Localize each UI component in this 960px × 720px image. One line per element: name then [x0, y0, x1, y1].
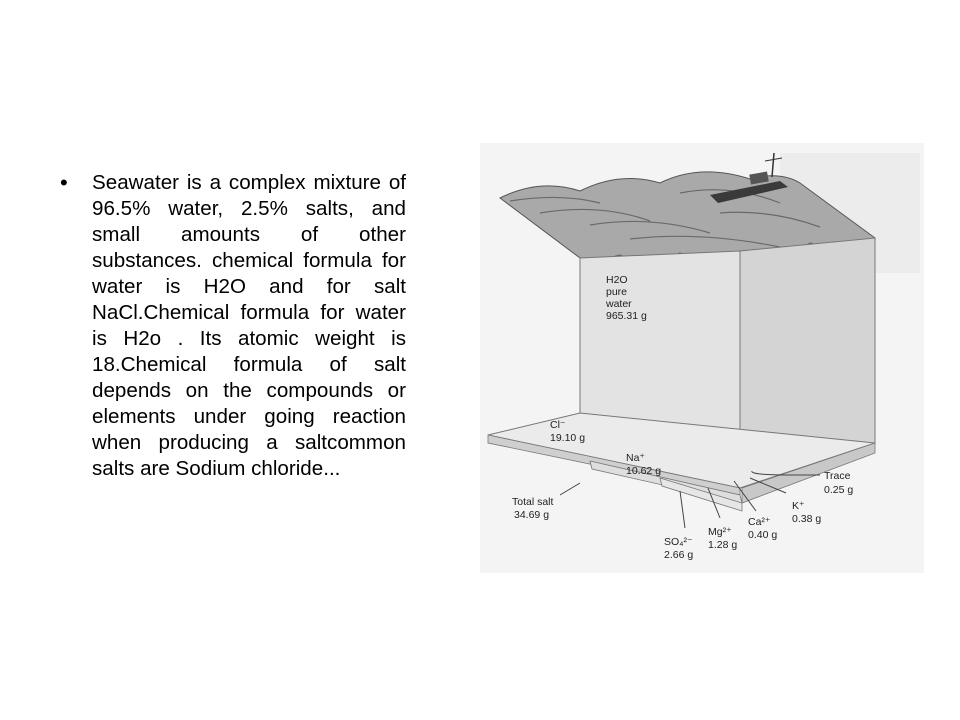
trace-label: Trace — [824, 470, 851, 482]
chloride-mass: 19.10 g — [550, 432, 586, 444]
magnesium-mass: 1.28 g — [708, 539, 738, 551]
potassium-ion: K⁺ — [792, 500, 805, 512]
chloride-ion: Cl⁻ — [550, 419, 566, 431]
bullet-item — [60, 170, 410, 482]
sulfate-mass: 2.66 g — [664, 549, 694, 561]
bullet-text: Seawater is a complex mixture of 96.5% water, 2.5% salts, and small amounts of other substances. chemical formula for water is H2O and for salt NaCl.Chemical formula for water is H2o . Its atomic weight is 18.Chemical formula of salt depends on the compounds or elements under going reaction when producing a saltcommon salts are Sodium chloride... — [92, 171, 406, 480]
water-mass: 965.31 g — [606, 310, 647, 322]
water-label-pure: pure — [606, 286, 628, 298]
sulfate-ion: SO₄²⁻ — [664, 536, 693, 548]
bullet-marker: • — [60, 170, 68, 195]
seawater-composition-figure — [480, 143, 924, 573]
trace-mass: 0.25 g — [824, 484, 854, 496]
magnesium-ion: Mg²⁺ — [708, 526, 732, 538]
calcium-mass: 0.40 g — [748, 529, 778, 541]
sodium-mass: 10.62 g — [626, 465, 662, 477]
total-salt-mass: 34.69 g — [514, 509, 550, 521]
water-formula: H2O — [606, 274, 628, 286]
sodium-ion: Na⁺ — [626, 452, 645, 464]
potassium-mass: 0.38 g — [792, 513, 822, 525]
water-label-water: water — [606, 298, 632, 310]
calcium-ion: Ca²⁺ — [748, 516, 771, 528]
total-salt-label: Total salt — [512, 496, 554, 508]
seawater-diagram — [480, 143, 924, 573]
